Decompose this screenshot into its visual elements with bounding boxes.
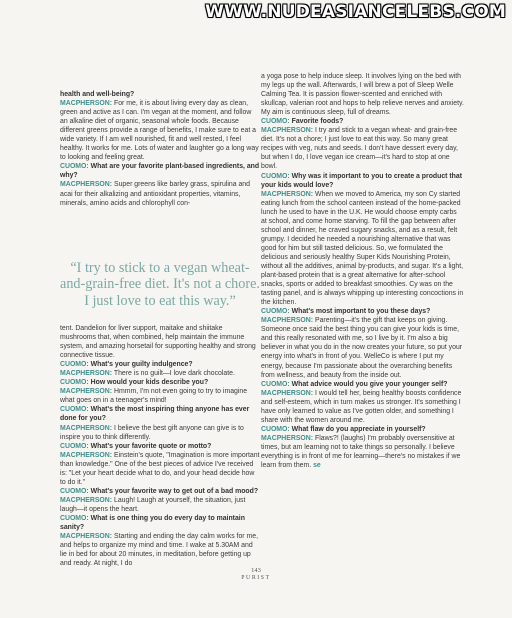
magazine-name: PURIST: [241, 575, 271, 581]
text-paragraph: [60, 360, 260, 369]
speaker-label: CUOMO:: [60, 379, 89, 387]
paragraph-text: se: [313, 462, 321, 470]
paragraph-text: What's your favorite quote or motto?: [88, 442, 212, 450]
paragraph-text: For me, it is about living every day as clean, green and active as I can. I'm vegan at the moment, and follow an alkaline diet of organic, seasonal whole foods. Because different greens provide a range of benefits, I make sure to eat a wide variety. If I am well nourished, fit and well rested, I feel healthy. It works for me. Lots of water and laughter go a long way to looking and feeling great.: [60, 100, 259, 162]
text-paragraph: [60, 99, 260, 162]
text-paragraph: [60, 532, 260, 568]
speaker-label: MACPHERSON:: [60, 181, 113, 189]
text-paragraph: [261, 434, 464, 470]
paragraph-text: I believe the best gift anyone can give is to inspire you to think differently.: [60, 424, 244, 441]
speaker-label: MACPHERSON:: [60, 451, 113, 459]
speaker-label: MACPHERSON:: [261, 317, 314, 325]
speaker-label: MACPHERSON:: [60, 496, 113, 504]
text-paragraph: [60, 451, 260, 487]
paragraph-text: health and well-being?: [60, 91, 135, 98]
speaker-label: MACPHERSON:: [60, 370, 113, 378]
speaker-label: CUOMO:: [60, 442, 89, 450]
paragraph-text: I try and stick to a vegan wheat- and grain-free diet. It's not a chore; I just love to eat this way. So many great recipes with veg, nuts and seeds. I don't have dessert every day, but when I do, I love vegan ice cream—it's hard to stop at one bowl.: [261, 127, 458, 171]
speaker-label: CUOMO:: [60, 514, 89, 522]
paragraph-text: Hmmm, I'm not even going to try to imagine what goes on in a teenager's mind!: [60, 388, 248, 405]
page-number: 143: [251, 567, 261, 574]
speaker-label: MACPHERSON:: [261, 190, 314, 198]
text-paragraph: [60, 424, 260, 442]
text-paragraph: [261, 117, 464, 126]
paragraph-text: What is one thing you do every day to maintain sanity?: [60, 514, 245, 532]
speaker-label: CUOMO:: [261, 380, 290, 388]
right-column: [261, 72, 464, 470]
paragraph-text: Starting and ending the day calm works for me, and helps to organize my mind and time. I wake at 5.30AM and lie in bed for about 20 minutes, in meditation, before getting up and ready. At night, I do: [60, 533, 259, 568]
speaker-label: MACPHERSON:: [261, 389, 314, 397]
text-paragraph: [60, 405, 260, 423]
paragraph-text: When we moved to America, my son Cy started eating lunch from the school canteen instead of the home-packed lunch he used to have in the U.K. He would choose empty carbs at school, and come home starving. To fill the gap between after school and dinner, he craved sugary snacks, and as a result, felt grumpy. I decided he needed a nourishing alternative that was good for him but still tasted delicious. So, we formulated the delicious and seriously healthy Super Kids Nourishing Protein, without all the additives, animal by-products, and sugar. It's a light, plant-based protein that is a great alternative for after-school snacks, sports or added to breakfast smoothies. Cy was on the tasting panel, and is always whipping up interesting concoctions in the kitchen.: [261, 190, 464, 307]
paragraph-text: What's the most inspiring thing anyone has ever done for you?: [60, 406, 250, 423]
paragraph-text: There is no guilt—I love dark chocolate.: [112, 370, 235, 378]
speaker-label: CUOMO:: [60, 163, 89, 171]
paragraph-text: What advice would you give your younger self?: [289, 380, 448, 388]
speaker-label: MACPHERSON:: [261, 127, 314, 135]
paragraph-text: Favorite foods?: [289, 118, 344, 126]
text-paragraph: [261, 126, 464, 171]
paragraph-text: Super greens like barley grass, spirulina and acai for their alkalizing and antioxidant properties, vitamins, minerals, amino acids and chlorophyll con-: [60, 181, 250, 207]
text-paragraph: [60, 180, 260, 207]
paragraph-text: Why was it important to you to create a product that your kids would love?: [261, 172, 462, 189]
speaker-label: CUOMO:: [261, 308, 290, 316]
text-paragraph: [60, 324, 260, 360]
text-paragraph: [261, 389, 464, 425]
watermark-text: WWW.NUDEASIANCELEBS.COM: [205, 2, 506, 22]
paragraph-text: What's most important to you these days?: [289, 308, 431, 316]
speaker-label: CUOMO:: [261, 425, 290, 433]
speaker-label: MACPHERSON:: [60, 100, 113, 108]
speaker-label: MACPHERSON:: [60, 533, 113, 541]
paragraph-text: What's your favorite way to get out of a bad mood?: [88, 487, 259, 495]
text-paragraph: [60, 162, 260, 180]
text-paragraph: [261, 307, 464, 316]
paragraph-text: Laugh! Laugh at yourself, the situation, just laugh—it opens the heart.: [60, 496, 246, 513]
speaker-label: MACPHERSON:: [60, 388, 113, 396]
left-column-bottom: [60, 324, 260, 568]
text-paragraph: [261, 380, 464, 389]
text-paragraph: [261, 172, 464, 190]
text-paragraph: [261, 316, 464, 379]
left-column-top: [60, 90, 260, 208]
paragraph-text: What's your guilty indulgence?: [88, 361, 193, 369]
speaker-label: MACPHERSON:: [60, 424, 113, 432]
text-paragraph: [60, 514, 260, 532]
speaker-label: CUOMO:: [60, 487, 89, 495]
paragraph-text: What are your favorite plant-based ingredients, and why?: [60, 163, 260, 180]
paragraph-text: I would tell her, being healthy boosts confidence and self-esteem, which in turn makes us stronger. It's something I have only learned to value as I've gotten older, and something I share with the women around me.: [261, 389, 462, 424]
text-paragraph: [60, 487, 260, 496]
paragraph-text: tent. Dandelion for liver support, maitake and shiitake mushrooms that, when combined, help maintain the immune system, and amazing horsetail for supporting healthy and strong connective tissue.: [60, 325, 256, 360]
text-paragraph: [60, 90, 260, 99]
pull-quote: “I try to stick to a vegan wheat-and-grain-free diet. It's not a chore. I just love to eat this way.”: [60, 260, 260, 309]
paragraph-text: Parenting—it's the gift that keeps on giving. Someone once said the best thing you can give your kids is time, and this really resonated with me, so I live by it. I'm also a big believer in what you do in the now creates your future, so put your energy into what's in front of you. WelleCo is where I put my energy, because I'm passionate about the overarching benefits from wellness, and beauty from the inside out.: [261, 317, 463, 379]
text-paragraph: [60, 387, 260, 405]
text-paragraph: [261, 190, 464, 308]
text-paragraph: [261, 72, 464, 117]
paragraph-text: What flaw do you appreciate in yourself?: [289, 425, 426, 433]
speaker-label: MACPHERSON:: [261, 434, 314, 442]
paragraph-text: Einstein's quote, "Imagination is more important than knowledge." One of the best pieces of advice I've received is: "Let your heart decide what to do, and your head decide how to do it.": [60, 451, 260, 486]
speaker-label: CUOMO:: [60, 406, 89, 414]
text-paragraph: [261, 425, 464, 434]
speaker-label: CUOMO:: [261, 172, 290, 180]
paragraph-text: Flaws?! (laughs) I'm probably oversensitive at times, but am learning not to take things so personally. I believe everything is in front of me for learning—there's no mistakes if we learn from them.: [261, 434, 461, 470]
paragraph-text: How would your kids describe you?: [88, 379, 209, 387]
text-paragraph: [60, 369, 260, 378]
paragraph-text: a yoga pose to help induce sleep. It involves lying on the bed with my legs up the wall. Afterwards, I will brew a pot of Sleep Welle Calming Tea. It is passion flower-scented and enriched with skullcap, valerian root and hops to help relieve nerves and anxiety. My aim is continuous sleep, full of dreams.: [261, 73, 464, 117]
speaker-label: CUOMO:: [60, 361, 89, 369]
speaker-label: CUOMO:: [261, 118, 290, 126]
text-paragraph: [60, 442, 260, 451]
text-paragraph: [60, 496, 260, 514]
text-paragraph: [60, 378, 260, 387]
